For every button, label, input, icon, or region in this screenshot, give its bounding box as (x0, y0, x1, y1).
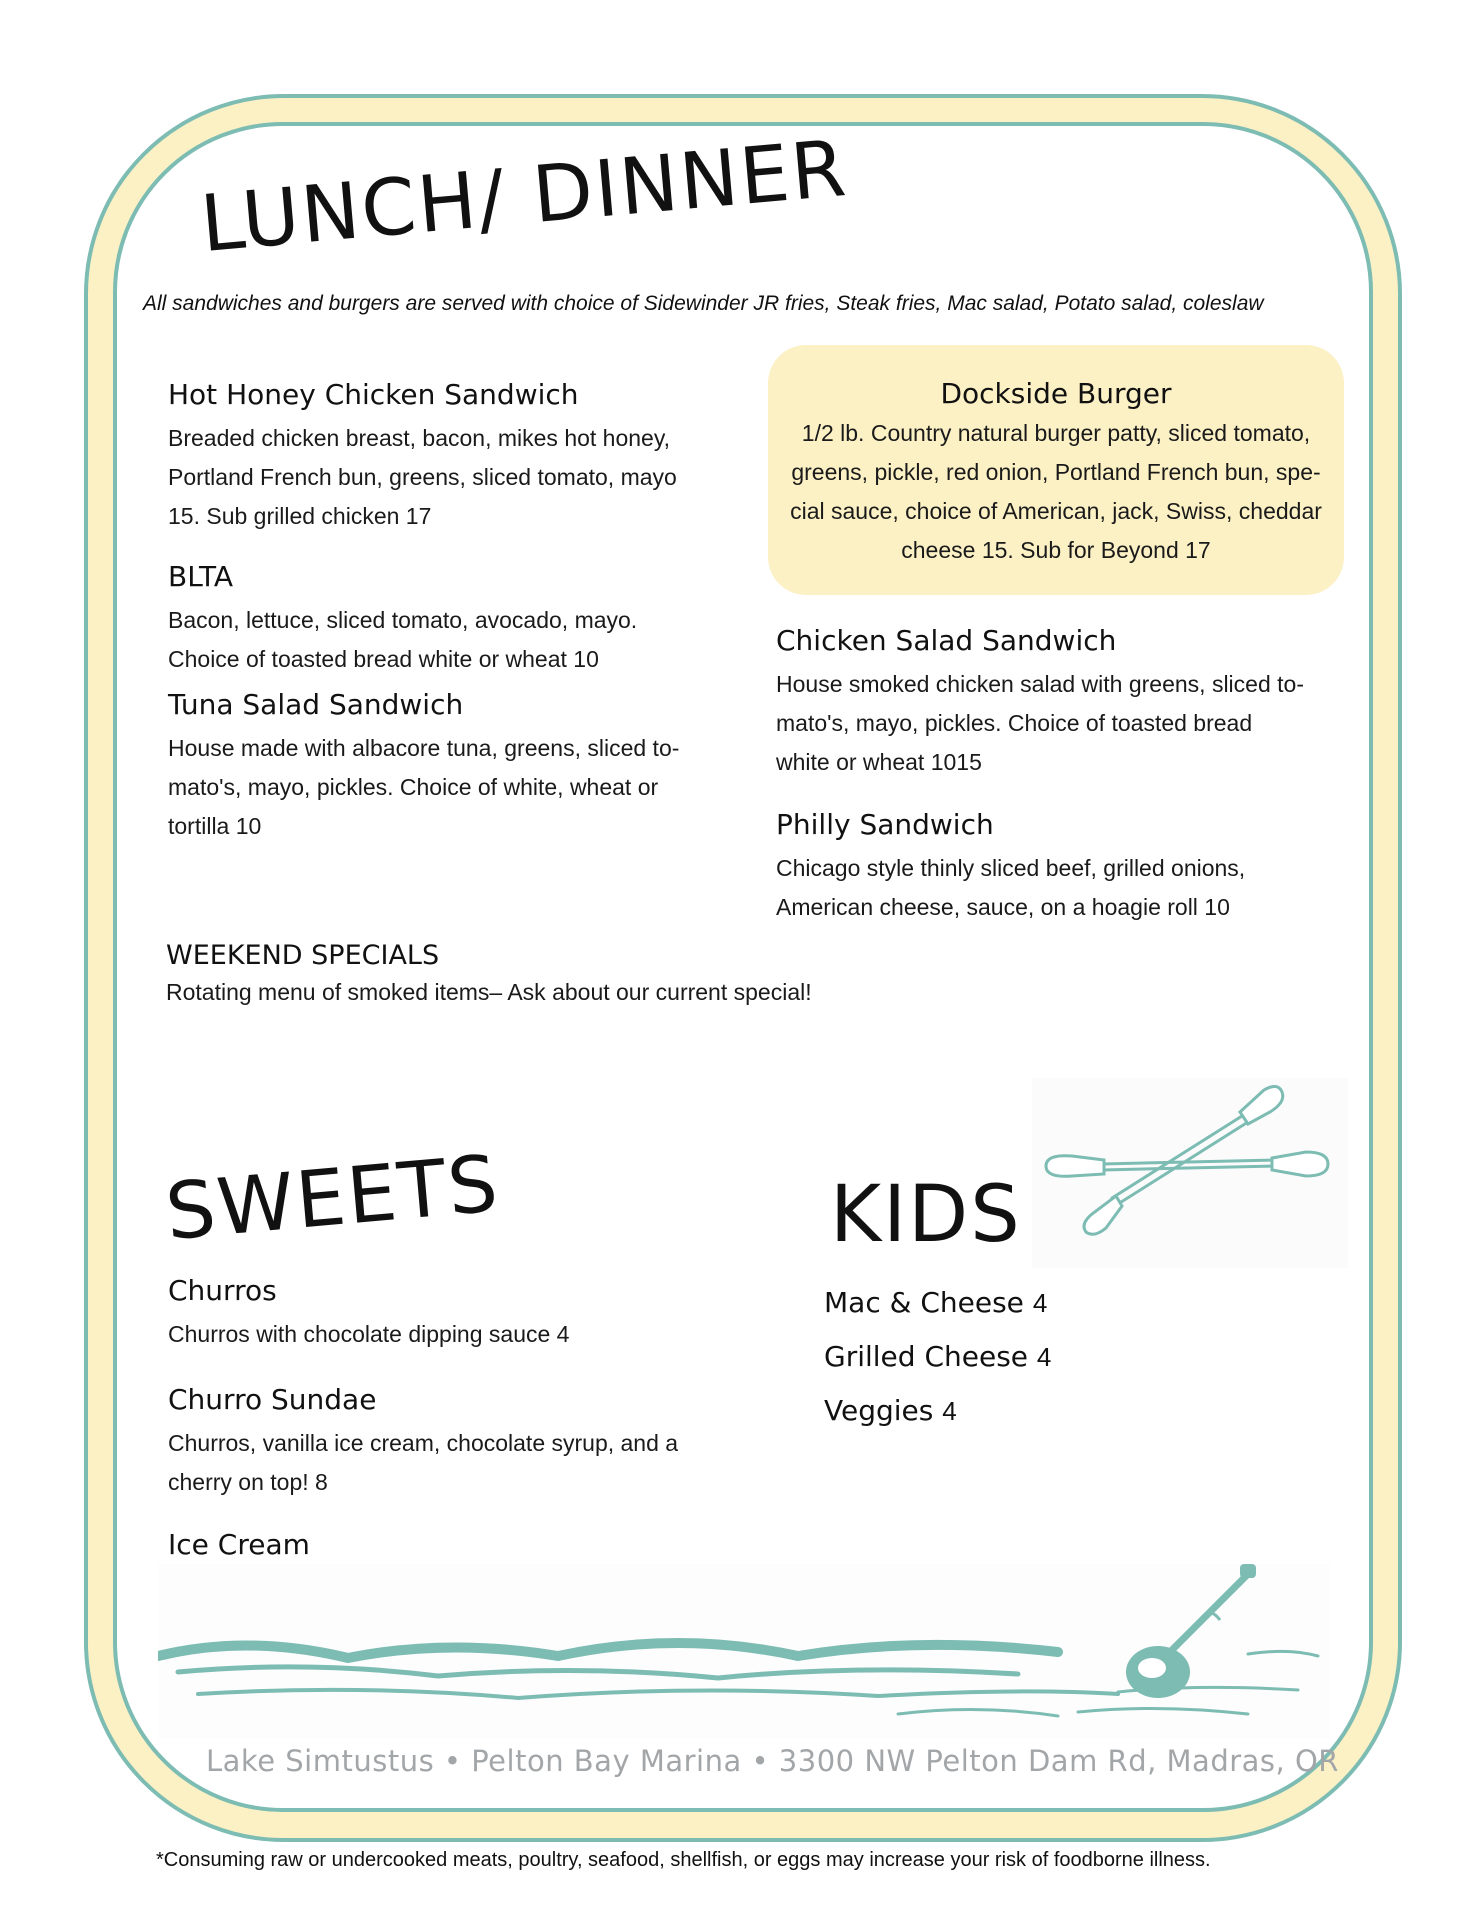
weekend-specials (166, 940, 812, 1012)
item-name: Hot Honey Chicken Sandwich (168, 378, 579, 411)
featured-dockside-burger (768, 345, 1344, 595)
menu-item-churros (168, 1274, 569, 1354)
item-name: Chicken Salad Sandwich (776, 624, 1117, 657)
item-desc-line: Portland French bun, greens, sliced tomato, mayo (168, 464, 677, 490)
kids-item-name: Veggies (824, 1394, 934, 1427)
item-desc-line: cherry on top! 8 (168, 1469, 328, 1495)
weekend-specials-desc: Rotating menu of smoked items– Ask about our current special! (166, 979, 812, 1005)
item-desc-line: Choice of toasted bread white or wheat 10 (168, 646, 599, 672)
menu-item-blta (168, 560, 637, 679)
menu-item-philly (776, 808, 1245, 927)
item-desc-line: Breaded chicken breast, bacon, mikes hot honey, (168, 425, 671, 451)
health-disclaimer: *Consuming raw or undercooked meats, poultry, seafood, shellfish, or eggs may increase your risk of foodborne illness. (156, 1849, 1211, 1871)
item-name: Churros (168, 1274, 277, 1307)
kids-item-price: 4 (942, 1396, 957, 1426)
kids-item-name: Grilled Cheese (824, 1340, 1029, 1373)
item-desc-line: mato's, mayo, pickles. Choice of white, wheat or (168, 774, 659, 800)
item-desc-line: cheese 15. Sub for Beyond 17 (901, 537, 1211, 563)
kids-item-price: 4 (1036, 1342, 1052, 1372)
item-desc-line: white or wheat 1015 (776, 749, 982, 775)
item-desc-line: cial sauce, choice of American, jack, Swiss, cheddar (790, 498, 1322, 524)
address-footer: Lake Simtustus • Pelton Bay Marina • 3300 NW Pelton Dam Rd, Madras, OR (206, 1744, 1339, 1778)
item-name: Churro Sundae (168, 1383, 377, 1416)
kids-item (824, 1394, 957, 1427)
item-desc-line: Churros, vanilla ice cream, chocolate syrup, and a (168, 1430, 679, 1456)
item-name: Tuna Salad Sandwich (168, 688, 464, 721)
item-desc-line: Churros with chocolate dipping sauce 4 (168, 1321, 570, 1347)
kids-item-name: Mac & Cheese (824, 1286, 1024, 1319)
item-desc-line: House made with albacore tuna, greens, sliced to- (168, 735, 680, 761)
item-desc-line: greens, pickle, red onion, Portland French bun, spe- (791, 459, 1321, 485)
sweets-title: SWEETS (162, 1139, 504, 1258)
sides-note: All sandwiches and burgers are served with choice of Sidewinder JR fries, Steak fries, Mac salad, Potato salad, coleslaw (143, 292, 1264, 315)
menu-item-hot-honey (168, 378, 677, 536)
lunch-dinner-title: LUNCH/ DINNER (197, 123, 851, 270)
item-desc-line: mato's, mayo, pickles. Choice of toasted bread (776, 710, 1253, 736)
crossed-oars-icon (1032, 1078, 1348, 1268)
kids-item-price: 4 (1032, 1288, 1048, 1318)
kids-item (824, 1286, 1047, 1319)
menu-item-ice-cream (168, 1528, 310, 1569)
item-desc-line: tortilla 10 (168, 813, 262, 839)
item-desc-line: 1/2 lb. Country natural burger patty, sliced tomato, (801, 420, 1311, 446)
kids-item (824, 1340, 1051, 1373)
item-name: Philly Sandwich (776, 808, 994, 841)
weekend-specials-title: WEEKEND SPECIALS (166, 940, 440, 971)
menu-item-churro-sundae (168, 1383, 678, 1502)
item-desc-line: House smoked chicken salad with greens, sliced to- (776, 671, 1304, 697)
item-desc-line: 15. Sub grilled chicken 17 (168, 503, 432, 529)
waves-buoy-illustration (158, 1564, 1330, 1739)
item-desc-line: Bacon, lettuce, sliced tomato, avocado, mayo. (168, 607, 638, 633)
item-name: Dockside Burger (940, 377, 1172, 410)
item-name: Ice Cream (168, 1528, 310, 1561)
item-desc-line: American cheese, sauce, on a hoagie roll 10 (776, 894, 1230, 920)
item-desc-line: Chicago style thinly sliced beef, grilled onions, (776, 855, 1246, 881)
item-name: BLTA (168, 560, 234, 593)
menu-item-tuna (168, 688, 679, 846)
menu-item-chicken-salad (776, 624, 1304, 782)
kids-title: KIDS (830, 1170, 1022, 1260)
